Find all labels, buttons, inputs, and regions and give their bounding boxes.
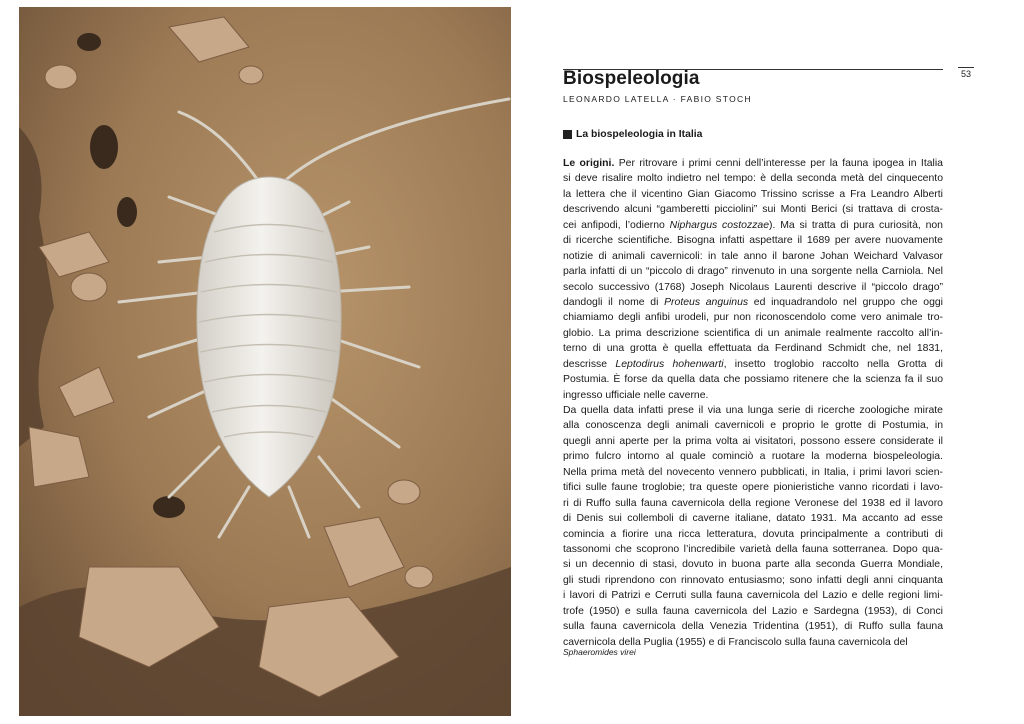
text-line bbox=[563, 295, 943, 310]
text-run: descrivendo alcuni “gamberetti picciolini” sui Monti Berici (si trattava di crosta- bbox=[563, 204, 943, 216]
isopod-photo bbox=[19, 7, 511, 716]
italic-run: Niphargus costozzae bbox=[669, 219, 770, 231]
text-run: di Denis sui collemboli di caverne italiane, datato 1931. Ma accanto ad esse bbox=[563, 513, 943, 525]
text-line bbox=[563, 465, 943, 480]
text-line bbox=[563, 434, 943, 449]
italic-run: Leptodirus hohenwarti bbox=[615, 358, 724, 370]
text-run: di ricerche scientifiche. Bisogna infatti aspettare il 1689 per avere nuovamente bbox=[563, 235, 943, 247]
text-run: parla infatti di un “piccolo di drago” rinvenuto in una sorgente nella Carniola. Nel bbox=[563, 266, 943, 278]
text-line bbox=[563, 280, 943, 295]
text-run: Postumia. È forse da quella data che possiamo ritenere che la scienza fa il suo bbox=[563, 374, 943, 386]
text-line bbox=[563, 326, 943, 341]
text-run: Nella prima metà del novecento vennero pubblicati, in Italia, i primi lavori scien- bbox=[563, 466, 943, 478]
text-line bbox=[563, 357, 943, 372]
text-run: dandogli il nome di bbox=[563, 296, 665, 308]
text-run: si un decennio di stasi, dovuto in buona parte alla seconda Guerra Mondiale, bbox=[563, 559, 943, 571]
text-run: alla conoscenza degli animali cavernicoli e proprio le grotte di Postumia, in bbox=[563, 420, 943, 432]
text-line bbox=[563, 573, 943, 588]
text-line bbox=[563, 403, 943, 418]
text-line bbox=[563, 249, 943, 264]
text-line bbox=[563, 187, 943, 202]
text-line bbox=[563, 496, 943, 511]
text-line bbox=[563, 171, 943, 186]
text-run: primo fulcro intorno al quale cominciò a ruotare la moderna biospeleologia. bbox=[563, 451, 943, 463]
text-run: notizie di animali cavernicoli: in tale anno il barone Johan Weichard Valvasor bbox=[563, 250, 943, 262]
text-run: chiamiamo degli anfibi urodeli, pur non riconoscendolo come vero animale tro- bbox=[563, 312, 943, 324]
text-line bbox=[563, 156, 943, 171]
text-line bbox=[563, 604, 943, 619]
body-text bbox=[563, 156, 943, 650]
text-run: globio. La prima descrizione scientifica di un animale realmente raccolto all’in- bbox=[563, 327, 943, 339]
text-line bbox=[563, 449, 943, 464]
text-run: descrisse bbox=[563, 358, 616, 370]
text-line bbox=[563, 557, 943, 572]
text-line bbox=[563, 218, 943, 233]
text-run: la lettera che il vicentino Gian Giacomo Trissino scrisse a Fra Leandro Alberti bbox=[563, 188, 943, 200]
text-run: tassonomi che scoprono l’incredibile varietà della fauna sotterranea. Dopo qua- bbox=[563, 543, 943, 555]
text-line bbox=[563, 588, 943, 603]
text-run: ). Ma si tratta di pura curiosità, non bbox=[769, 219, 943, 231]
text-run: cavernicola della Puglia (1955) e di Franciscolo sulla fauna cavernicola del bbox=[563, 636, 908, 648]
page-number: 53 bbox=[958, 67, 974, 79]
text-run: quegli anni aperte per la prima volta ai visitatori, possono essere considerate il bbox=[563, 435, 943, 447]
text-run: ingresso ufficiale nelle caverne. bbox=[563, 389, 709, 401]
section-heading bbox=[563, 129, 702, 140]
photo-caption: Sphaeromides virei bbox=[563, 647, 636, 657]
text-line bbox=[563, 542, 943, 557]
text-line bbox=[563, 310, 943, 325]
text-line bbox=[563, 341, 943, 356]
text-run: secolo successivo (1768) Joseph Nicolaus Laurenti descrive il “piccolo drago” bbox=[563, 281, 943, 293]
bold-run: Le origini. bbox=[563, 158, 619, 169]
square-bullet-icon bbox=[563, 130, 572, 139]
text-run: ri di Ruffo sulla fauna cavernicola della regione Veronese del 1938 ed il lavoro bbox=[563, 497, 943, 509]
text-line bbox=[563, 480, 943, 495]
text-run: cei anfipodi, l’odierno bbox=[563, 219, 670, 231]
italic-run: Proteus anguinus bbox=[664, 296, 749, 308]
text-run: sulla fauna cavernicola della Venezia Tridentina (1951), di Ruffo sulla fauna bbox=[563, 621, 943, 633]
text-run: , insetto troglobio raccolto nella Grotta di bbox=[723, 358, 943, 370]
text-line bbox=[563, 202, 943, 217]
text-run: si deve risalire molto indietro nel tempo: è della seconda metà del cinquecento bbox=[563, 173, 943, 185]
text-run: Da quella data infatti prese il via una lunga serie di ricerche zoologiche mirate bbox=[563, 405, 943, 416]
text-line bbox=[563, 264, 943, 279]
text-run: gli studi riprendono con rinnovato entusiasmo; sono infatti degli anni cinquanta bbox=[563, 574, 943, 586]
text-run: trofe (1950) e sulla fauna cavernicola del Lazio e Sardegna (1953), di Conci bbox=[563, 605, 943, 617]
authors: LEONARDO LATELLA · FABIO STOCH bbox=[563, 94, 752, 104]
page-title: Biospeleologia bbox=[563, 68, 700, 89]
text-line bbox=[563, 527, 943, 542]
text-run: terno di una grotta è quella effettuata da Ferdinand Schmidt che, nel 1831, bbox=[563, 343, 943, 355]
section-heading-text: La biospeleologia in Italia bbox=[576, 129, 703, 140]
text-line bbox=[563, 418, 943, 433]
text-line bbox=[563, 233, 943, 248]
text-run: comincia a fiorire una ricca letteratura, dovuta principalmente a contributi di bbox=[563, 528, 943, 540]
text-run: tifici sulle faune troglobie; tra queste opere pionieristiche vanno ricordati i lavo- bbox=[563, 482, 943, 494]
text-line bbox=[563, 372, 943, 387]
text-line bbox=[563, 619, 943, 634]
text-run: i lavori di Patrizi e Cerruti sulla fauna cavernicola del Lazio e delle regioni limi- bbox=[563, 590, 943, 602]
text-line bbox=[563, 511, 943, 526]
text-run: Per ritrovare i primi cenni dell’interesse per la fauna ipogea in Italia bbox=[618, 158, 943, 169]
text-run: ed inquadrandolo nel gruppo che oggi bbox=[748, 296, 943, 308]
text-line bbox=[563, 388, 943, 403]
